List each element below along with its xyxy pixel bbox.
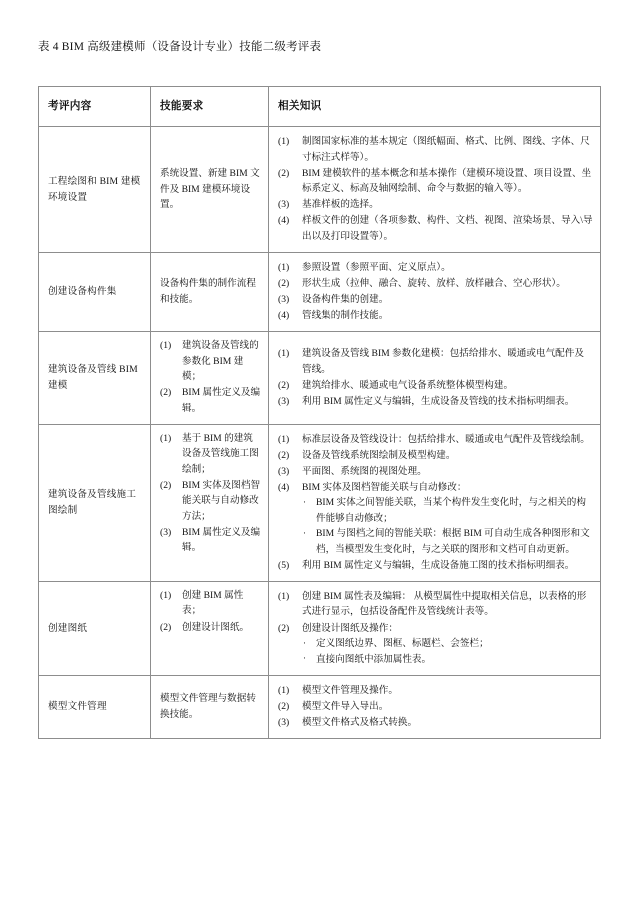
- knowledge-item-marker: (2): [278, 622, 290, 634]
- knowledge-item-marker: (2): [278, 449, 290, 461]
- knowledge-item-text: 标准层设备及管线设计：包括给排水、暖通或电气配件及管线绘制。: [302, 433, 590, 445]
- knowledge-item-marker: (4): [278, 309, 290, 321]
- knowledge-sublist: [302, 636, 593, 667]
- knowledge-item: [278, 558, 593, 574]
- skill_list-item-text: BIM 实体及图档智能关联与自动修改方法；: [182, 479, 261, 522]
- knowledge-item-marker: (3): [278, 716, 290, 728]
- knowledge-item-marker: (5): [278, 559, 290, 571]
- knowledge-item-marker: (3): [278, 199, 290, 211]
- bullet-dot-icon: ·: [303, 527, 306, 538]
- knowledge-item: [278, 260, 593, 276]
- bullet-dot-icon: ·: [303, 637, 306, 648]
- table-row: [39, 581, 601, 675]
- knowledge-item-text: 模型文件导入导出。: [302, 700, 389, 712]
- knowledge-item-text: 样板文件的创建（各项参数、构件、文档、视图、渲染场景、导入\导出以及打印设置等）。: [302, 215, 593, 242]
- cell-related-knowledge: [269, 252, 601, 331]
- knowledge-item-marker: (1): [278, 348, 290, 360]
- knowledge-item-marker: (2): [278, 277, 290, 289]
- knowledge-item: [278, 378, 593, 394]
- knowledge-subitem-text: 直接向图纸中添加属性表。: [316, 653, 432, 665]
- table-header-row: [39, 87, 601, 127]
- skill_list-item: [160, 431, 261, 478]
- cell-skill-requirement: [151, 332, 269, 425]
- assessment-table-container: [38, 86, 600, 739]
- knowledge-item-text: 管线集的制作技能。: [302, 309, 389, 321]
- skill_list-item: [160, 338, 261, 385]
- table-row: [39, 675, 601, 738]
- skill_list-item-text: BIM 属性定义及编辑。: [182, 387, 261, 414]
- knowledge-item-marker: (4): [278, 481, 290, 493]
- knowledge-item-text: 创建设计图纸及操作：: [302, 622, 398, 634]
- knowledge-item: [278, 448, 593, 464]
- skill_list-item-marker: (1): [160, 340, 172, 351]
- knowledge-item-marker: (1): [278, 590, 290, 602]
- cell-related-knowledge: [269, 675, 601, 738]
- knowledge-item: [278, 346, 593, 377]
- knowledge-item: [278, 394, 593, 410]
- knowledge-subitem: [302, 495, 593, 526]
- knowledge-item-text: 平面图、系统图的视图处理。: [302, 465, 427, 477]
- skill_list-item: [160, 385, 261, 416]
- knowledge-item-marker: (1): [278, 684, 290, 696]
- knowledge-item-text: 设备构件集的创建。: [302, 293, 389, 305]
- knowledge-subitem: [302, 526, 593, 557]
- skill_list-list: [160, 588, 261, 635]
- table-header: [39, 87, 601, 127]
- knowledge-item-text: 模型文件格式及格式转换。: [302, 716, 418, 728]
- skill_list-item-text: 建筑设备及管线的参数化 BIM 建模；: [182, 340, 259, 383]
- skill_list-item-text: 创建 BIM 属性表；: [182, 589, 244, 617]
- knowledge-item-marker: (2): [278, 379, 290, 391]
- cell-assessment-content: 工程绘图和 BIM 建模环境设置: [39, 127, 151, 253]
- skill_list-item-text: 基于 BIM 的建筑设备及管线施工图绘制；: [182, 432, 259, 475]
- skill_list-item: [160, 525, 261, 556]
- knowledge-item-text: 形状生成（拉伸、融合、旋转、放样、放样融合、空心形状）。: [302, 277, 566, 289]
- knowledge-item-text: BIM 建模软件的基本概念和基本操作（建模环境设置、项目设置、坐标系定义、标高及轴网绘制、命令与数据的输入等）。: [302, 167, 592, 195]
- skill_list-list: [160, 431, 261, 556]
- knowledge-item-text: 建筑设备及管线 BIM 参数化建模：包括给排水、暖通或电气配件及管线。: [302, 348, 584, 375]
- skill_list-item: [160, 588, 261, 619]
- knowledge-list: [278, 134, 593, 244]
- knowledge-subitem: [302, 652, 593, 668]
- knowledge-item-text: 利用 BIM 属性定义与编辑，生成设备及管线的技术指标明细表。: [302, 395, 575, 407]
- cell-skill-requirement: [151, 424, 269, 581]
- knowledge-item-text: 基准样板的选择。: [302, 199, 379, 211]
- knowledge-list: [278, 346, 593, 409]
- table-row: [39, 332, 601, 425]
- column-header-skill: 技能要求: [151, 87, 269, 127]
- knowledge-item: [278, 134, 593, 165]
- table-row: [39, 252, 601, 331]
- knowledge-item: [278, 432, 593, 448]
- knowledge-item-text: 建筑给排水、暖通或电气设备系统整体模型构建。: [302, 379, 514, 391]
- cell-skill-requirement: 系统设置、新建 BIM 文件及 BIM 建模环境设置。: [151, 127, 269, 253]
- knowledge-item-marker: (1): [278, 136, 290, 148]
- table-body: [39, 127, 601, 739]
- knowledge-subitem: [302, 636, 593, 652]
- knowledge-list: [278, 432, 593, 574]
- knowledge-item: [278, 621, 593, 668]
- knowledge-item-marker: (1): [278, 261, 290, 273]
- cell-skill-requirement: 设备构件集的制作流程和技能。: [151, 252, 269, 331]
- table-row: [39, 127, 601, 253]
- knowledge-item-text: 制图国家标准的基本规定（图纸幅面、格式、比例、图线、字体、尺寸标注式样等）。: [302, 136, 590, 163]
- skill_list-item-text: 创建设计图纸。: [182, 621, 250, 633]
- cell-skill-requirement: [151, 581, 269, 675]
- column-header-content: 考评内容: [39, 87, 151, 127]
- skill_list-item-marker: (1): [160, 432, 172, 444]
- skill_list-item-marker: (1): [160, 589, 172, 601]
- knowledge-item-text: 利用 BIM 属性定义与编辑，生成设备施工图的技术指标明细表。: [302, 559, 575, 571]
- column-header-knowledge: 相关知识: [269, 87, 601, 127]
- cell-related-knowledge: [269, 332, 601, 425]
- knowledge-item: [278, 213, 593, 244]
- cell-assessment-content: 创建图纸: [39, 581, 151, 675]
- knowledge-subitem-text: BIM 与图档之间的智能关联：根据 BIM 可自动生成各种图形和文档，当模型发生变化时，与之关联的图形和文档可自动更新。: [316, 528, 590, 555]
- knowledge-item-text: 设备及管线系统图绘制及模型构建。: [302, 449, 456, 461]
- cell-assessment-content: 模型文件管理: [39, 675, 151, 738]
- cell-related-knowledge: [269, 581, 601, 675]
- cell-assessment-content: 建筑设备及管线 BIM 建模: [39, 332, 151, 425]
- skill_list-item-marker: (3): [160, 526, 172, 538]
- knowledge-item: [278, 276, 593, 292]
- knowledge-item-marker: (3): [278, 465, 290, 477]
- knowledge-item: [278, 699, 593, 715]
- knowledge-item: [278, 308, 593, 324]
- knowledge-subitem-text: BIM 实体之间智能关联，当某个构件发生变化时，与之相关的构件能够自动修改；: [316, 497, 586, 524]
- skill_list-item-marker: (2): [160, 479, 172, 491]
- knowledge-item: [278, 464, 593, 480]
- knowledge-sublist: [302, 495, 593, 557]
- knowledge-item: [278, 480, 593, 558]
- assessment-table: [38, 86, 601, 739]
- knowledge-item: [278, 166, 593, 197]
- knowledge-item-text: 参照设置（参照平面、定义原点）。: [302, 261, 451, 273]
- bullet-dot-icon: ·: [303, 496, 306, 507]
- skill_list-item: [160, 478, 261, 525]
- skill_list-item-text: BIM 属性定义及编辑。: [182, 526, 261, 554]
- knowledge-list: [278, 683, 593, 731]
- knowledge-item: [278, 292, 593, 308]
- cell-related-knowledge: [269, 424, 601, 581]
- knowledge-item-marker: (1): [278, 433, 290, 445]
- cell-assessment-content: 创建设备构件集: [39, 252, 151, 331]
- knowledge-item-text: BIM 实体及图档智能关联与自动修改：: [302, 481, 467, 493]
- knowledge-item-marker: (2): [278, 167, 290, 179]
- skill_list-item-marker: (2): [160, 387, 172, 399]
- knowledge-list: [278, 589, 593, 667]
- knowledge-item: [278, 715, 593, 731]
- knowledge-item-marker: (2): [278, 700, 290, 712]
- knowledge-item-text: 创建 BIM 属性表及编辑： 从模型属性中提取相关信息，以表格的形式进行显示，包括设备配件及管线统计表等。: [302, 590, 587, 618]
- cell-related-knowledge: [269, 127, 601, 253]
- knowledge-item: [278, 589, 593, 620]
- knowledge-item: [278, 683, 593, 699]
- bullet-dot-icon: ·: [303, 653, 306, 664]
- knowledge-subitem-text: 定义图纸边界、图框、标题栏、会签栏；: [316, 638, 489, 650]
- cell-skill-requirement: 模型文件管理与数据转换技能。: [151, 675, 269, 738]
- page-title: 表 4 BIM 高级建模师（设备设计专业）技能二级考评表: [38, 41, 322, 53]
- skill_list-item: [160, 620, 261, 636]
- knowledge-item-text: 模型文件管理及操作。: [302, 684, 398, 696]
- knowledge-item: [278, 197, 593, 213]
- skill_list-item-marker: (2): [160, 621, 172, 633]
- knowledge-item-marker: (3): [278, 293, 290, 305]
- knowledge-item-marker: (3): [278, 395, 290, 407]
- skill_list-list: [160, 338, 261, 416]
- knowledge-item-marker: (4): [278, 215, 290, 227]
- knowledge-list: [278, 260, 593, 324]
- table-row: [39, 424, 601, 581]
- cell-assessment-content: 建筑设备及管线施工图绘制: [39, 424, 151, 581]
